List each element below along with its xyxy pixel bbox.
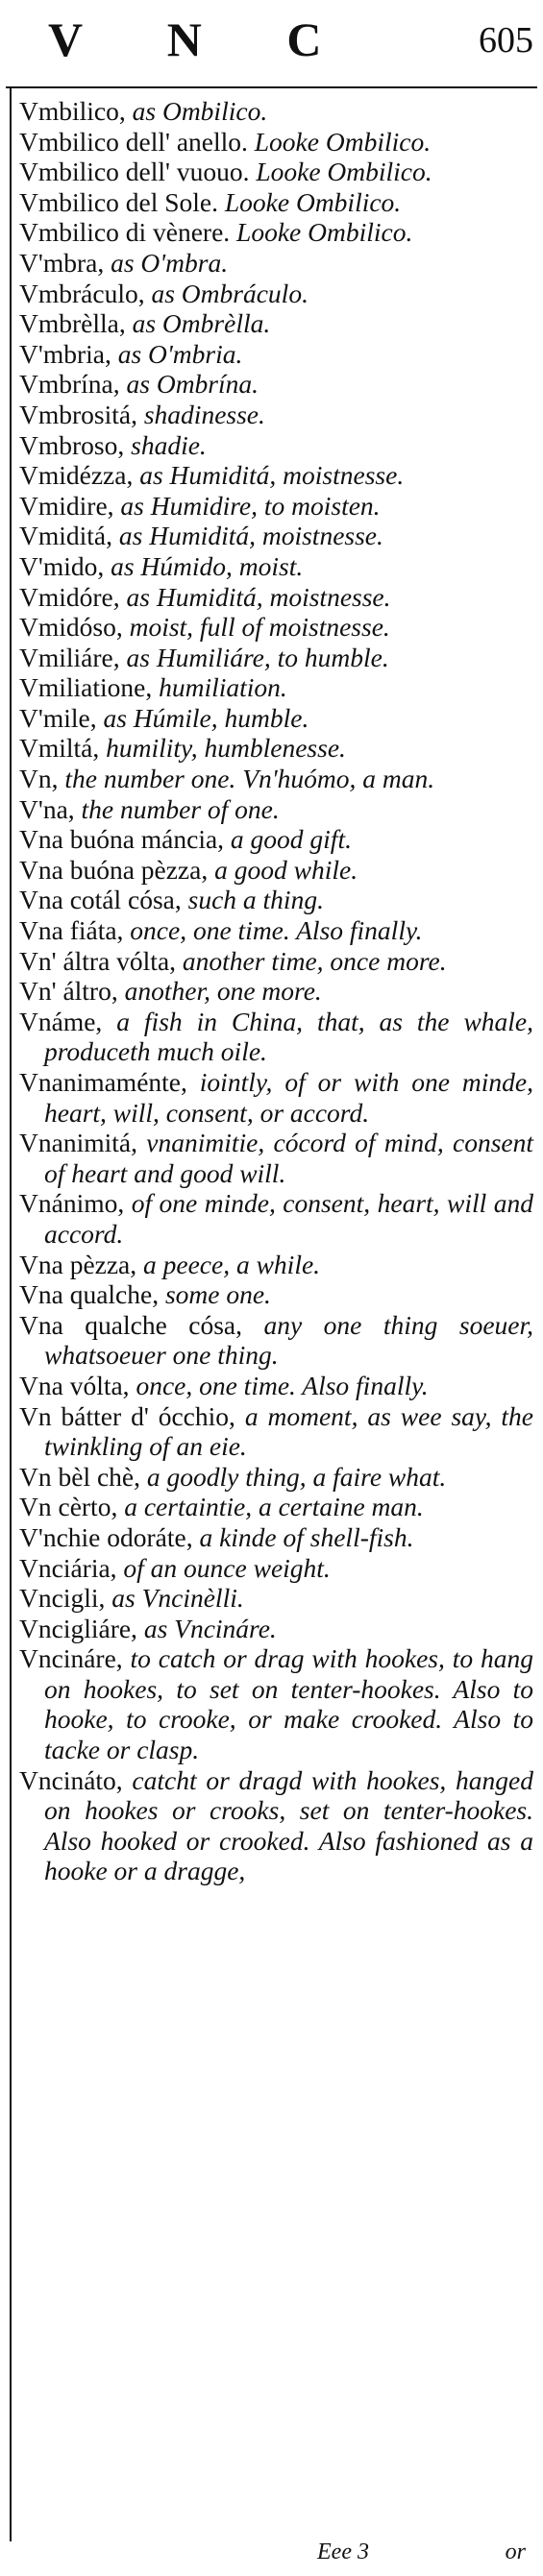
entry-definition: as Ombilico.	[132, 96, 268, 126]
dictionary-entry	[19, 794, 533, 825]
page-number: 605	[479, 20, 533, 61]
entry-definition: as Vncináre.	[143, 1613, 277, 1643]
dictionary-entry	[19, 1492, 533, 1522]
signature-mark: Eee 3	[317, 2540, 369, 2564]
dictionary-entry	[19, 1067, 533, 1128]
entry-headword: Vn bátter d' ócchio,	[19, 1400, 235, 1431]
dictionary-entry	[19, 369, 533, 400]
dictionary-entry	[19, 733, 533, 764]
entry-headword: Vmidire,	[19, 490, 114, 521]
entry-headword: Vnanimaménte,	[19, 1067, 187, 1097]
entry-definition: a kinde of shell-fish.	[199, 1521, 414, 1552]
entry-headword: Vn bèl chè,	[19, 1461, 140, 1492]
entry-headword: Vmbrèlla,	[19, 308, 126, 339]
entry-headword: Vnáme,	[19, 1006, 103, 1036]
entry-headword: Vmbilico del Sole.	[19, 186, 218, 217]
page-header	[0, 8, 543, 75]
dictionary-entry	[19, 703, 533, 734]
dictionary-entry	[19, 1614, 533, 1644]
dictionary-entry	[19, 1522, 533, 1553]
entry-headword: Vmbroso,	[19, 429, 125, 460]
entry-definition: the number one. Vn'huómo, a man.	[64, 764, 435, 794]
entry-headword: Vmbilico di vènere.	[19, 217, 231, 248]
page-footer	[0, 2540, 543, 2568]
entry-definition: once, one time. Also finally.	[130, 915, 423, 946]
entry-headword: Vn cèrto,	[19, 1492, 118, 1522]
entry-headword: Vncináre,	[19, 1643, 123, 1674]
entry-headword: Vna qualche,	[19, 1279, 160, 1310]
entry-headword: Vncigli,	[19, 1583, 106, 1614]
entry-definition: as Ombrèlla.	[132, 308, 271, 339]
entry-definition: a certaintie, a certaine man.	[124, 1492, 424, 1522]
entry-definition: as Húmile, humble.	[103, 702, 309, 733]
dictionary-entry	[19, 279, 533, 309]
entry-headword: Vn,	[19, 764, 59, 794]
dictionary-entry	[19, 460, 533, 491]
dictionary-entry	[19, 976, 533, 1007]
dictionary-entry	[19, 1643, 533, 1764]
entry-definition: catcht or dragd with hookes, hanged on hookes or crooks, set on tenter-hookes. Also hooked or crooked. Also fashioned as a hooke or a dragge,	[44, 1764, 533, 1886]
entry-headword: Vmidóso,	[19, 612, 123, 643]
dictionary-entry	[19, 946, 533, 977]
entry-headword: Vna vólta,	[19, 1370, 130, 1400]
dictionary-entry	[19, 1310, 533, 1371]
entry-definition: as Humiliáre, to humble.	[126, 642, 389, 672]
entry-definition: shadinesse.	[143, 399, 265, 429]
entry-headword: Vmiliáre,	[19, 642, 120, 672]
entry-definition: a good gift.	[230, 824, 352, 855]
dictionary-entry	[19, 1553, 533, 1584]
entry-definition: Looke Ombilico.	[224, 186, 402, 217]
header-rule	[6, 86, 537, 88]
entry-definition: shadie.	[131, 429, 207, 460]
entry-definition: Looke Ombilico.	[256, 157, 432, 187]
dictionary-entry	[19, 1401, 533, 1462]
entry-headword: V'mido,	[19, 550, 105, 581]
entry-headword: Vmbilico dell' anello.	[19, 126, 248, 157]
entry-definition: humility, humblenesse.	[106, 733, 346, 764]
entry-headword: Vna pèzza,	[19, 1249, 137, 1279]
dictionary-entry	[19, 612, 533, 643]
entry-headword: Vn' áltro,	[19, 976, 118, 1007]
dictionary-entry	[19, 885, 533, 915]
entry-headword: V'mbra,	[19, 247, 105, 278]
dictionary-entry	[19, 187, 533, 218]
column-rule	[10, 88, 12, 2541]
entry-headword: Vmbráculo,	[19, 278, 145, 308]
dictionary-entry	[19, 1128, 533, 1188]
dictionary-entry	[19, 1279, 533, 1310]
entry-definition: as Húmido, moist.	[111, 550, 304, 581]
entry-headword: Vmbrositá,	[19, 399, 137, 429]
entry-definition: once, one time. Also finally.	[136, 1370, 429, 1400]
dictionary-entry	[19, 248, 533, 279]
entry-headword: Vmidóre,	[19, 581, 120, 612]
dictionary-entry	[19, 127, 533, 158]
entry-headword: V'nchie odoráte,	[19, 1521, 193, 1552]
dictionary-entry	[19, 339, 533, 370]
entry-definition: another time, once more.	[182, 945, 447, 976]
entry-definition: of one minde, consent, heart, will and accord.	[44, 1188, 533, 1249]
dictionary-entry	[19, 1371, 533, 1401]
dictionary-entry	[19, 400, 533, 430]
entry-headword: Vncináto,	[19, 1764, 123, 1795]
dictionary-entry	[19, 1250, 533, 1280]
entry-definition: iointly, of or with one minde, heart, will, consent, or accord.	[44, 1067, 533, 1128]
dictionary-entry	[19, 551, 533, 582]
entry-definition: a good while.	[214, 854, 358, 885]
entry-definition: humiliation.	[159, 672, 287, 703]
entry-definition: as Ombráculo.	[151, 278, 309, 308]
entry-headword: Vmiliatione,	[19, 672, 153, 703]
dictionary-entry	[19, 824, 533, 855]
entry-headword: Vmiditá,	[19, 521, 113, 551]
entry-definition: as Vncinèlli.	[111, 1583, 244, 1614]
entry-definition: any one thing soeuer, whatsoeuer one thing.	[44, 1309, 534, 1371]
entry-definition: as O'mbria.	[117, 338, 243, 369]
running-head: V N C	[48, 12, 358, 66]
entry-headword: Vn' áltra vólta,	[19, 945, 177, 976]
entry-headword: Vmbrína,	[19, 369, 120, 400]
entry-headword: Vna qualche cósa,	[19, 1309, 243, 1340]
entry-headword: V'mbria,	[19, 338, 111, 369]
dictionary-entry	[19, 217, 533, 248]
dictionary-entry	[19, 430, 533, 461]
entry-headword: Vna buóna máncia,	[19, 824, 225, 855]
entry-definition: some one.	[164, 1279, 271, 1310]
dictionary-entry	[19, 521, 533, 551]
entry-headword: Vnciária,	[19, 1552, 117, 1583]
entry-definition: such a thing.	[187, 885, 324, 915]
dictionary-entry	[19, 1007, 533, 1067]
entry-definition: a fish in China, that, as the whale, produceth much oile.	[44, 1006, 534, 1067]
entry-headword: V'mile,	[19, 702, 97, 733]
entry-definition: vnanimitie, cócord of mind, consent of heart and good will.	[44, 1128, 533, 1188]
dictionary-entry	[19, 915, 533, 946]
dictionary-entry	[19, 643, 533, 673]
entry-definition: as O'mbra.	[111, 247, 229, 278]
entry-headword: Vna cotál cósa,	[19, 885, 182, 915]
entry-definition: a moment, as wee say, the twinkling of an eie.	[44, 1400, 533, 1462]
entry-headword: Vnánimo,	[19, 1188, 125, 1219]
entry-headword: Vna fiáta,	[19, 915, 124, 946]
dictionary-entries	[19, 96, 533, 1886]
dictionary-entry	[19, 855, 533, 886]
entry-definition: as Humidire, to moisten.	[120, 490, 381, 521]
entry-headword: V'na,	[19, 793, 75, 824]
entry-headword: Vmbilico,	[19, 96, 126, 126]
entry-definition: as Humiditá, moistnesse.	[139, 460, 405, 491]
entry-definition: as Humiditá, moistnesse.	[118, 521, 383, 551]
dictionary-entry	[19, 1188, 533, 1249]
entry-definition: moist, full of moistnesse.	[129, 612, 390, 643]
entry-headword: Vncigliáre,	[19, 1613, 137, 1643]
dictionary-entry	[19, 491, 533, 522]
entry-headword: Vna buóna pèzza,	[19, 854, 209, 885]
entry-definition: of an ounce weight.	[123, 1552, 331, 1583]
entry-definition: as Ombrína.	[126, 369, 259, 400]
entry-definition: as Humiditá, moistnesse.	[126, 581, 391, 612]
dictionary-entry	[19, 764, 533, 794]
entry-definition: Looke Ombilico.	[254, 126, 432, 157]
entry-headword: Vnanimitá,	[19, 1128, 137, 1158]
entry-definition: Looke Ombilico.	[236, 217, 413, 248]
entry-definition: a goodly thing, a faire what.	[146, 1461, 447, 1492]
dictionary-entry	[19, 582, 533, 613]
dictionary-entry	[19, 96, 533, 127]
entry-definition: to catch or drag with hookes, to hang on hookes, to set on tenter-hookes. Also to hooke, to crooke, or make crooked. Also to tacke or clasp.	[44, 1643, 533, 1765]
dictionary-entry	[19, 308, 533, 339]
dictionary-entry	[19, 1765, 533, 1886]
dictionary-entry	[19, 1462, 533, 1493]
entry-headword: Vmbilico dell' vuouo.	[19, 157, 250, 187]
entry-definition: another, one more.	[124, 976, 322, 1007]
dictionary-entry	[19, 672, 533, 703]
catchword: or	[505, 2540, 526, 2564]
entry-headword: Vmidézza,	[19, 460, 134, 491]
entry-headword: Vmiltá,	[19, 733, 100, 764]
entry-definition: the number of one.	[81, 793, 280, 824]
dictionary-entry	[19, 1583, 533, 1614]
entry-definition: a peece, a while.	[143, 1249, 321, 1279]
dictionary-entry	[19, 157, 533, 187]
